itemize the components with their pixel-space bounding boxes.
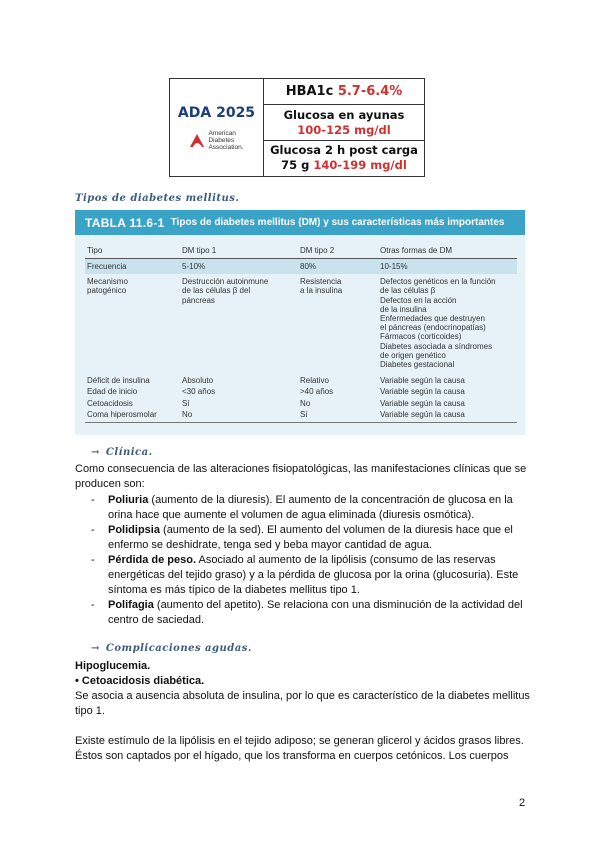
list-item-text: (aumento de la sed). El aumento del volumen de la diuresis hace que el enfermo se deshidrate, tenga sed y beba mayor cantidad de agua. [108, 524, 513, 551]
table-cell: Sí [298, 409, 378, 423]
table-cell: <30 años [182, 387, 216, 397]
arrow-right-icon: → [91, 643, 100, 654]
table-cell: Variable según la causa [380, 376, 465, 386]
list-item-term: Poliuria [108, 494, 149, 506]
table-row [85, 409, 517, 423]
list-item-text: (aumento del apetito). Se relaciona con una disminución de la actividad del centro de saciedad. [108, 599, 523, 626]
table-number: TABLA 11.6-1 [85, 215, 165, 230]
section-heading-tipos: Tipos de diabetes mellitus. [75, 193, 240, 204]
table-row [85, 370, 517, 386]
table-row [85, 386, 517, 397]
table-cell: Destrucción autoinmune de las células β del páncreas [182, 277, 269, 305]
ada-logo-panel [170, 79, 264, 176]
table-cell: >40 años [300, 387, 334, 397]
table-cell: Resistencia a la insulina [300, 277, 343, 296]
col-header: DM tipo 1 [180, 243, 298, 259]
table-cell: Frecuencia [85, 259, 180, 275]
ada-title: ADA 2025 [177, 104, 256, 121]
table-row [85, 398, 517, 409]
table-cell: Variable según la causa [378, 409, 517, 423]
table-cell: 5-10% [180, 259, 298, 275]
table-row [85, 274, 517, 370]
list-item-text: (aumento de la diuresis). El aumento de la concentración de glucosa en la orina hace que aumente el volumen de agua eliminada (diuresis osmótica). [108, 494, 513, 521]
table-cell: 80% [298, 259, 378, 275]
list-item-text: Asociado al aumento de la lipólisis (consumo de las reservas energéticas del tejido graso) y a la pérdida de glucosa por la orina (glucosuria). Este síntoma es más típico de la diabetes mellitus tipo 1. [108, 554, 519, 596]
dash-bullet: - [91, 494, 95, 506]
list-item [91, 493, 533, 523]
list-item [91, 598, 533, 628]
clinica-list [91, 493, 533, 628]
list-item-term: Pérdida de peso. [108, 554, 197, 566]
table-cell: Defectos genéticos en la función de las células β Defectos en la acción de la insulina Enfermedades que destruyen el páncreas (endocrinopatías) Fármacos (corticoides) Diabetes asociada a síndromes de origen genético Diabetes gestacional [380, 277, 496, 370]
clinica-intro: Como consecuencia de las alteraciones fisiopatológicas, las manifestaciones clínicas que se producen son: [75, 463, 527, 490]
list-item-term: Polifagia [108, 599, 154, 611]
section-heading-clinica: → Clínica. [91, 447, 153, 458]
ada-postload-row: Glucosa 2 h post carga 75 g 140-199 mg/dl [270, 143, 418, 173]
dash-bullet: - [91, 554, 95, 566]
list-item-term: Polidipsia [108, 524, 160, 536]
ada-logo [189, 130, 243, 151]
section-heading-complicaciones: → Complicaciones agudas. [91, 643, 252, 654]
table-cell: Variable según la causa [380, 387, 465, 397]
table-cell: Cetoacidosis [87, 398, 133, 408]
cetoacidosis-para1: Se asocia a ausencia absoluta de insulina, por lo que es característico de la diabetes mellitus tipo 1. [75, 690, 530, 717]
table-cell: Coma hiperosmolar [85, 409, 180, 423]
table-cell: Relativo [300, 376, 329, 386]
col-header: Tipo [85, 243, 180, 259]
ada-fasting-row: Glucosa en ayunas 100-125 mg/dl [264, 105, 424, 140]
table-cell: Variable según la causa [380, 398, 465, 408]
table-cell: No [300, 398, 311, 408]
list-item [91, 523, 533, 553]
diabetes-types-table [75, 210, 525, 435]
table-header-bar [75, 210, 525, 235]
table-row [85, 259, 517, 275]
table-cell: Déficit de insulina [87, 376, 150, 386]
dash-bullet: - [91, 599, 95, 611]
col-header: Otras formas de DM [378, 243, 517, 259]
page-number: 2 [519, 797, 526, 809]
hipoglucemia-heading: Hipoglucemia. [75, 660, 151, 672]
cetoacidosis-para2: Existe estímulo de la lipólisis en el tejido adiposo; se generan glicerol y ácidos grasos libres. Éstos son captados por el hígado, que los transforma en cuerpos cetónicos. Los cuerpos [75, 735, 524, 762]
table-cell: 10-15% [378, 259, 517, 275]
ada-criteria-box [169, 78, 425, 177]
col-header: DM tipo 2 [298, 243, 378, 259]
table-cell: Absoluto [182, 376, 214, 386]
table-cell: No [180, 409, 298, 423]
table-cell: Edad de inicio [87, 387, 138, 397]
ada-hba1c-row: HBA1c 5.7-6.4% [264, 79, 424, 105]
ada-logo-text: American Diabetes Association. [208, 129, 244, 151]
ada-logo-icon [189, 132, 205, 148]
table-grid [85, 243, 517, 423]
arrow-right-icon: → [91, 447, 100, 458]
table-title: Tipos de diabetes mellitus (DM) y sus características más importantes [170, 217, 505, 228]
list-item [91, 553, 533, 598]
table-cell: Mecanismo patogénico [87, 277, 128, 296]
table-cell: Sí [182, 398, 190, 408]
table-column-headers [85, 243, 517, 259]
ada-values-panel [264, 79, 424, 176]
cetoacidosis-heading: • Cetoacidosis diabética. [75, 675, 205, 687]
dash-bullet: - [91, 524, 95, 536]
